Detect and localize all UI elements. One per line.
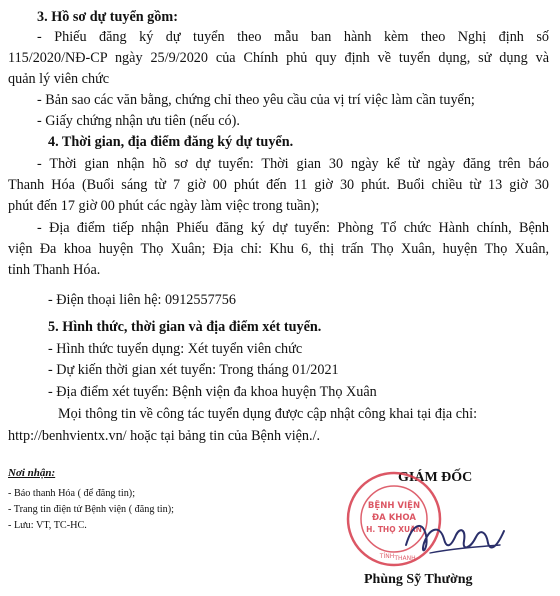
recipient-item: - Trang tin điện tử Bệnh viện ( đăng tin);: [8, 504, 174, 515]
stamp-text: H. THỌ XUÂN: [366, 525, 422, 534]
section-3-paragraph-line: - Phiếu đăng ký dự tuyển theo mẫu ban hành kèm theo Nghị định số: [37, 29, 549, 45]
stamp-text: TỈNH: [379, 553, 395, 560]
section-5-item: - Hình thức tuyển dụng: Xét tuyển viên chức: [48, 341, 303, 357]
section-4-paragraph-line: phút đến 17 giờ 00 phút các ngày làm việc trong tuần);: [8, 198, 320, 214]
section-4-paragraph-line: viện Đa khoa huyện Thọ Xuân; Địa chỉ: Khu 6, thị trấn Thọ Xuân, huyện Thọ Xuân,: [8, 241, 549, 257]
section-5-info-line: Mọi thông tin về công tác tuyển dụng được cập nhật công khai tại địa chỉ:: [58, 406, 478, 422]
section-5-info-link: http://benhvientx.vn/ hoặc tại bảng tin của Bệnh viện./.: [8, 428, 321, 444]
section-5-heading: 5. Hình thức, thời gian và địa điểm xét tuyển.: [48, 319, 322, 335]
section-4-paragraph-line: - Thời gian nhận hồ sơ dự tuyển: Thời gian 30 ngày kể từ ngày đăng trên báo: [37, 156, 549, 172]
recipient-item: - Báo thanh Hóa ( để đăng tin);: [8, 488, 136, 499]
section-3-item: - Giấy chứng nhận ưu tiên (nếu có).: [37, 113, 240, 129]
section-4-paragraph-line: Thanh Hóa (Buổi sáng từ 7 giờ 00 phút đến 11 giờ 30 phút. Buổi chiều từ 13 giờ 30: [8, 177, 549, 193]
signer-name: Phùng Sỹ Thường: [364, 572, 473, 587]
section-3-paragraph-line: quản lý viên chức: [8, 71, 110, 87]
section-4-heading: 4. Thời gian, địa điểm đăng ký dự tuyển.: [48, 134, 294, 150]
section-4-paragraph-line: tỉnh Thanh Hóa.: [8, 262, 101, 278]
section-3-paragraph-line: 115/2020/NĐ-CP ngày 25/9/2020 của Chính phủ quy định về tuyển dụng, sử dụng và: [8, 50, 549, 66]
section-3-item: - Bản sao các văn bằng, chứng chỉ theo yêu cầu của vị trí việc làm cần tuyển;: [37, 92, 475, 108]
section-4-phone: - Điện thoại liên hệ: 0912557756: [48, 292, 236, 308]
stamp-text: BỆNH VIỆN: [367, 501, 421, 511]
recipient-item: - Lưu: VT, TC-HC.: [8, 520, 87, 531]
section-5-item: - Địa điểm xét tuyển: Bệnh viện đa khoa huyện Thọ Xuân: [48, 384, 377, 400]
recipients-title: Nơi nhận:: [8, 467, 56, 479]
stamp-text: ĐA KHOA: [372, 513, 416, 523]
handwritten-signature: [400, 505, 510, 570]
section-3-heading: 3. Hồ sơ dự tuyển gồm:: [37, 9, 178, 25]
section-5-item: - Dự kiến thời gian xét tuyển: Trong tháng 01/2021: [48, 362, 339, 378]
section-4-paragraph-line: - Địa điểm tiếp nhận Phiếu đăng ký dự tuyển: Phòng Tổ chức Hành chính, Bệnh: [37, 220, 549, 236]
stamp-text: THANH: [394, 555, 416, 562]
signature-title: GIÁM ĐỐC: [398, 470, 473, 485]
